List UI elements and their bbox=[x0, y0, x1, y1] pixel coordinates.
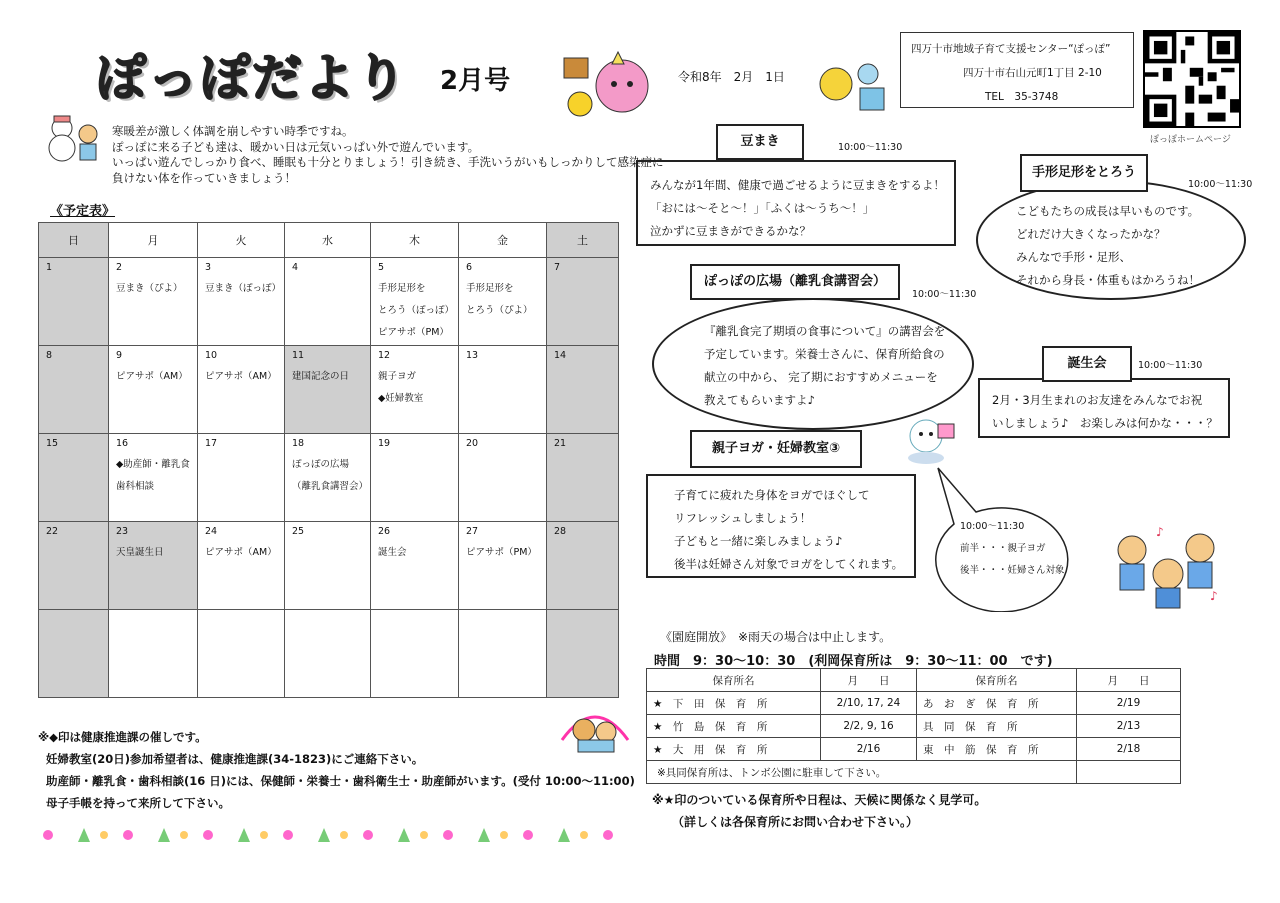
day-number: 7 bbox=[554, 262, 561, 273]
event-line: 献立の中から、 完了期におすすめメニューを bbox=[704, 370, 938, 384]
calendar-day-cell bbox=[371, 258, 459, 346]
day-events bbox=[39, 361, 108, 366]
day-events bbox=[547, 361, 618, 366]
event-line: 『離乳食完了期頃の食事について』の講習会を bbox=[704, 324, 946, 338]
day-events bbox=[109, 614, 197, 619]
day-events bbox=[39, 449, 108, 454]
day-events: 豆まき（ぽっぽ） bbox=[205, 283, 282, 294]
day-events: ピアサポ（AM） bbox=[116, 371, 188, 382]
day-number: 21 bbox=[554, 438, 567, 449]
day-number: 23 bbox=[116, 526, 129, 537]
garden-header: 保育所名 bbox=[917, 669, 1077, 692]
day-events bbox=[547, 614, 618, 619]
calendar-day-cell bbox=[109, 610, 198, 698]
table-row bbox=[647, 715, 1181, 738]
day-header: 日 bbox=[39, 223, 109, 258]
event-line: 予定しています。栄養士さんに、保育所給食の bbox=[704, 347, 945, 361]
yoga-bubble-text bbox=[960, 516, 1065, 582]
day-header: 月 bbox=[109, 223, 198, 258]
center-name: 四万十市地域子育て支援センター“ぽっぽ” bbox=[911, 43, 1111, 55]
day-number: 15 bbox=[46, 438, 59, 449]
day-events: 親子ヨガ ◆妊婦教室 bbox=[378, 371, 424, 404]
calendar-day-cell bbox=[285, 522, 371, 610]
day-events: 誕生会 bbox=[378, 547, 407, 558]
day-number: 10 bbox=[205, 350, 218, 361]
day-events: 手形足形を とろう（ぽっぽ） ピアサポ（PM） bbox=[378, 283, 455, 338]
address-box bbox=[900, 32, 1134, 108]
day-events: ぽっぽの広場 （離乳食講習会） bbox=[292, 459, 369, 492]
day-events bbox=[285, 273, 370, 278]
newsletter-title: ぽっぽだより bbox=[96, 49, 408, 107]
day-events: 建国記念の日 bbox=[292, 371, 350, 382]
event-line: 後半は妊婦さん対象でヨガをしてくれます。 bbox=[674, 557, 904, 571]
day-number: 26 bbox=[378, 526, 391, 537]
day-header: 火 bbox=[198, 223, 285, 258]
calendar-day-cell bbox=[371, 346, 459, 434]
hiroba-body bbox=[652, 298, 974, 430]
calendar-day-cell bbox=[547, 522, 619, 610]
calendar-day-cell bbox=[285, 434, 371, 522]
nursery-dates: 2/10, 17, 24 bbox=[821, 692, 917, 715]
mamemaki-time: 10:00～11:30 bbox=[838, 142, 903, 153]
birthday-title: 誕生会 bbox=[1042, 346, 1132, 382]
day-number: 4 bbox=[292, 262, 299, 273]
snowman-children-icon bbox=[42, 114, 106, 164]
day-number: 28 bbox=[554, 526, 567, 537]
day-events bbox=[198, 614, 284, 619]
calendar-day-cell bbox=[459, 346, 547, 434]
calendar-day-cell bbox=[285, 610, 371, 698]
day-events bbox=[459, 449, 546, 454]
day-header: 木 bbox=[371, 223, 459, 258]
event-line: こどもたちの成長は早いものです。 bbox=[1016, 204, 1200, 218]
day-events bbox=[459, 361, 546, 366]
calendar-day-cell bbox=[109, 346, 198, 434]
day-number: 2 bbox=[116, 262, 123, 273]
event-line: 2月・3月生まれのお友達をみんなでお祝 bbox=[992, 393, 1203, 407]
event-line: リフレッシュしましょう！ bbox=[674, 511, 812, 525]
nursery-dates: 2/13 bbox=[1077, 715, 1181, 738]
qr-caption: ぽっぽホームページ bbox=[1150, 135, 1231, 145]
day-events: ピアサポ（AM） bbox=[205, 371, 277, 382]
bubble-line: 前半・・・親子ヨガ bbox=[960, 543, 1046, 554]
day-number: 18 bbox=[292, 438, 305, 449]
garden-header: 保育所名 bbox=[647, 669, 821, 692]
empty-cell bbox=[1077, 761, 1181, 784]
hiroba-title: ぽっぽの広場（離乳食講習会） bbox=[690, 264, 900, 300]
issue-label: 2月号 bbox=[440, 66, 511, 96]
garden-title: 《園庭開放》 ※雨天の場合は中止します。 bbox=[660, 630, 892, 644]
calendar-day-cell bbox=[285, 346, 371, 434]
calendar-week-row bbox=[39, 522, 619, 610]
garden-note-line: ※★印のついている保育所や日程は、天候に関係なく見学可。 bbox=[652, 793, 987, 807]
event-line: いしましょう♪ お楽しみは何かな・・・？ bbox=[992, 416, 1218, 430]
day-number: 6 bbox=[466, 262, 473, 273]
calendar-day-cell bbox=[459, 610, 547, 698]
intro-line: 負けない体を作っていきましょう！ bbox=[112, 170, 296, 185]
event-line: それから身長・体重もはかろうね！ bbox=[1016, 273, 1200, 287]
day-events bbox=[371, 614, 458, 619]
nursery-dates: 2/18 bbox=[1077, 738, 1181, 761]
event-line: 子どもと一緒に楽しみましょう♪ bbox=[674, 534, 843, 548]
day-number: 16 bbox=[116, 438, 129, 449]
garden-time: 時間 9：30～10：30 (利岡保育所は 9：30～11：00 です) bbox=[654, 654, 1053, 669]
bear-children-icon bbox=[558, 700, 632, 754]
day-number: 3 bbox=[205, 262, 212, 273]
calendar-day-cell bbox=[547, 610, 619, 698]
calendar-day-cell bbox=[198, 434, 285, 522]
bubble-line: 10:00～11:30 bbox=[960, 521, 1025, 532]
singing-children-icon bbox=[1110, 520, 1226, 610]
nursery-dates: 2/19 bbox=[1077, 692, 1181, 715]
event-line: 教えてもらいますよ♪ bbox=[704, 393, 815, 407]
day-events bbox=[39, 537, 108, 542]
nursery-name: ★ 竹 島 保 育 所 bbox=[647, 715, 821, 738]
qr-code-icon[interactable] bbox=[1143, 30, 1241, 128]
calendar-day-cell bbox=[39, 522, 109, 610]
note-line: 妊婦教室(20日)参加希望者は、健康推進課(34-1823)にご連絡下さい。 bbox=[46, 752, 424, 766]
event-line: 子育てに疲れた身体をヨガでほぐして bbox=[674, 488, 870, 502]
garden-table bbox=[646, 668, 1181, 784]
tegata-title: 手形足形をとろう bbox=[1020, 154, 1148, 192]
note-line: ※◆印は健康推進課の催しです。 bbox=[38, 730, 207, 744]
garden-header: 月 日 bbox=[821, 669, 917, 692]
svg-text:♪: ♪ bbox=[1156, 525, 1164, 539]
day-number: 8 bbox=[46, 350, 53, 361]
day-events: ピアサポ（PM） bbox=[466, 547, 537, 558]
calendar-day-cell bbox=[547, 346, 619, 434]
day-number: 25 bbox=[292, 526, 305, 537]
calendar-day-cell bbox=[109, 258, 198, 346]
day-number: 22 bbox=[46, 526, 59, 537]
nursery-name: ★ 下 田 保 育 所 bbox=[647, 692, 821, 715]
day-header: 水 bbox=[285, 223, 371, 258]
garden-notes bbox=[652, 789, 986, 833]
nursery-dates: 2/2, 9, 16 bbox=[821, 715, 917, 738]
calendar-week-row bbox=[39, 346, 619, 434]
day-events bbox=[39, 273, 108, 278]
garden-header: 月 日 bbox=[1077, 669, 1181, 692]
issue-date: 令和8年 2月 1日 bbox=[678, 70, 785, 84]
day-number: 12 bbox=[378, 350, 391, 361]
mamemaki-body bbox=[636, 160, 956, 246]
calendar-day-cell bbox=[39, 346, 109, 434]
children-mamemaki-icon bbox=[812, 56, 892, 120]
day-events bbox=[285, 614, 370, 619]
day-events bbox=[547, 449, 618, 454]
calendar-day-cell bbox=[371, 434, 459, 522]
day-number: 24 bbox=[205, 526, 218, 537]
yoga-body bbox=[646, 474, 916, 578]
table-row bbox=[647, 761, 1181, 784]
day-events bbox=[459, 614, 546, 619]
event-line: どれだけ大きくなったかな？ bbox=[1016, 227, 1166, 241]
svg-text:♪: ♪ bbox=[1210, 589, 1218, 603]
hiroba-time: 10:00～11:30 bbox=[912, 289, 977, 300]
schedule-notes bbox=[38, 726, 635, 814]
table-row bbox=[647, 738, 1181, 761]
nursery-name: 東 中 筋 保 育 所 bbox=[917, 738, 1077, 761]
garden-note-line: （詳しくは各保育所にお問い合わせ下さい。） bbox=[672, 815, 919, 829]
calendar-day-cell bbox=[39, 610, 109, 698]
calendar-week-row bbox=[39, 258, 619, 346]
day-number: 1 bbox=[46, 262, 53, 273]
calendar-day-cell bbox=[459, 258, 547, 346]
day-events: ◆助産師・離乳食 歯科相談 bbox=[116, 459, 190, 492]
intro-line: 寒暖差が激しく体調を崩しやすい時季ですね。 bbox=[112, 124, 354, 138]
birthday-time: 10:00～11:30 bbox=[1138, 360, 1203, 371]
calendar-day-cell bbox=[547, 434, 619, 522]
calendar-day-cell bbox=[198, 610, 285, 698]
calendar-header-row bbox=[39, 223, 619, 258]
day-number: 5 bbox=[378, 262, 385, 273]
calendar-day-cell bbox=[198, 346, 285, 434]
schedule-calendar bbox=[38, 222, 619, 698]
birthday-body bbox=[978, 378, 1230, 438]
mamemaki-title: 豆まき bbox=[716, 124, 804, 160]
garden-footnote: ※具同保育所は、トンボ公園に駐車して下さい。 bbox=[647, 761, 1077, 784]
calendar-day-cell bbox=[109, 434, 198, 522]
day-events bbox=[547, 273, 618, 278]
calendar-day-cell bbox=[39, 434, 109, 522]
table-row bbox=[647, 692, 1181, 715]
nursery-name: 具 同 保 育 所 bbox=[917, 715, 1077, 738]
center-tel: TEL 35-3748 bbox=[985, 91, 1059, 103]
oni-illustration-icon bbox=[560, 44, 660, 120]
intro-line: いっぱい遊んでしっかり食べ、睡眠も十分とりましょう！引き続き、手洗いうがいもしっかりして感染症に bbox=[112, 155, 664, 169]
day-number: 9 bbox=[116, 350, 123, 361]
calendar-day-cell bbox=[371, 522, 459, 610]
note-line: 母子手帳を持って来所して下さい。 bbox=[46, 796, 230, 810]
day-events: ピアサポ（AM） bbox=[205, 547, 277, 558]
nursery-name: あ お ぎ 保 育 所 bbox=[917, 692, 1077, 715]
day-events bbox=[198, 449, 284, 454]
day-header: 金 bbox=[459, 223, 547, 258]
day-events bbox=[371, 449, 458, 454]
event-line: 泣かずに豆まきができるかな？ bbox=[650, 224, 811, 238]
tegata-body bbox=[976, 180, 1246, 300]
bubble-line: 後半・・・妊婦さん対象 bbox=[960, 565, 1065, 576]
event-line: みんなが1年間、健康で過ごせるように豆まきをするよ！ bbox=[650, 178, 945, 192]
calendar-day-cell bbox=[371, 610, 459, 698]
day-number: 11 bbox=[292, 350, 305, 361]
calendar-day-cell bbox=[198, 258, 285, 346]
day-header: 土 bbox=[547, 223, 619, 258]
day-number: 13 bbox=[466, 350, 479, 361]
calendar-day-cell bbox=[198, 522, 285, 610]
calendar-day-cell bbox=[109, 522, 198, 610]
day-events bbox=[39, 614, 108, 619]
center-address: 四万十市右山元町1丁目 2-10 bbox=[963, 67, 1102, 79]
yoga-title: 親子ヨガ・妊婦教室③ bbox=[690, 430, 862, 468]
day-number: 27 bbox=[466, 526, 479, 537]
garden-header-row bbox=[647, 669, 1181, 692]
day-events: 手形足形を とろう（ぴよ） bbox=[466, 283, 533, 316]
decorative-border-icon bbox=[38, 826, 618, 844]
event-line: みんなで手形・足形、 bbox=[1016, 250, 1131, 264]
snowman-icon bbox=[902, 414, 960, 466]
calendar-day-cell bbox=[547, 258, 619, 346]
day-number: 19 bbox=[378, 438, 391, 449]
calendar-week-row bbox=[39, 434, 619, 522]
intro-text bbox=[112, 124, 664, 186]
event-line: 「おには～そと～！」「ふくは～うち～！」 bbox=[650, 201, 875, 215]
day-events: 天皇誕生日 bbox=[116, 547, 164, 558]
calendar-day-cell bbox=[459, 522, 547, 610]
day-events: 豆まき（ぴよ） bbox=[116, 283, 183, 294]
intro-line: ぽっぽに来る子ども達は、暖かい日は元気いっぱい外で遊んでいます。 bbox=[112, 139, 480, 154]
nursery-name: ★ 大 用 保 育 所 bbox=[647, 738, 821, 761]
note-line: 助産師・離乳食・歯科相談(16 日)には、保健師・栄養士・歯科衛生士・助産師がいます。(受付 10:00～11:00) bbox=[46, 774, 635, 788]
day-number: 17 bbox=[205, 438, 218, 449]
nursery-dates: 2/16 bbox=[821, 738, 917, 761]
calendar-week-row bbox=[39, 610, 619, 698]
day-events bbox=[285, 537, 370, 542]
calendar-day-cell bbox=[459, 434, 547, 522]
schedule-title: 《予定表》 bbox=[50, 204, 116, 219]
day-number: 20 bbox=[466, 438, 479, 449]
day-events bbox=[547, 537, 618, 542]
day-number: 14 bbox=[554, 350, 567, 361]
tegata-time: 10:00～11:30 bbox=[1188, 179, 1253, 190]
calendar-day-cell bbox=[285, 258, 371, 346]
calendar-day-cell bbox=[39, 258, 109, 346]
